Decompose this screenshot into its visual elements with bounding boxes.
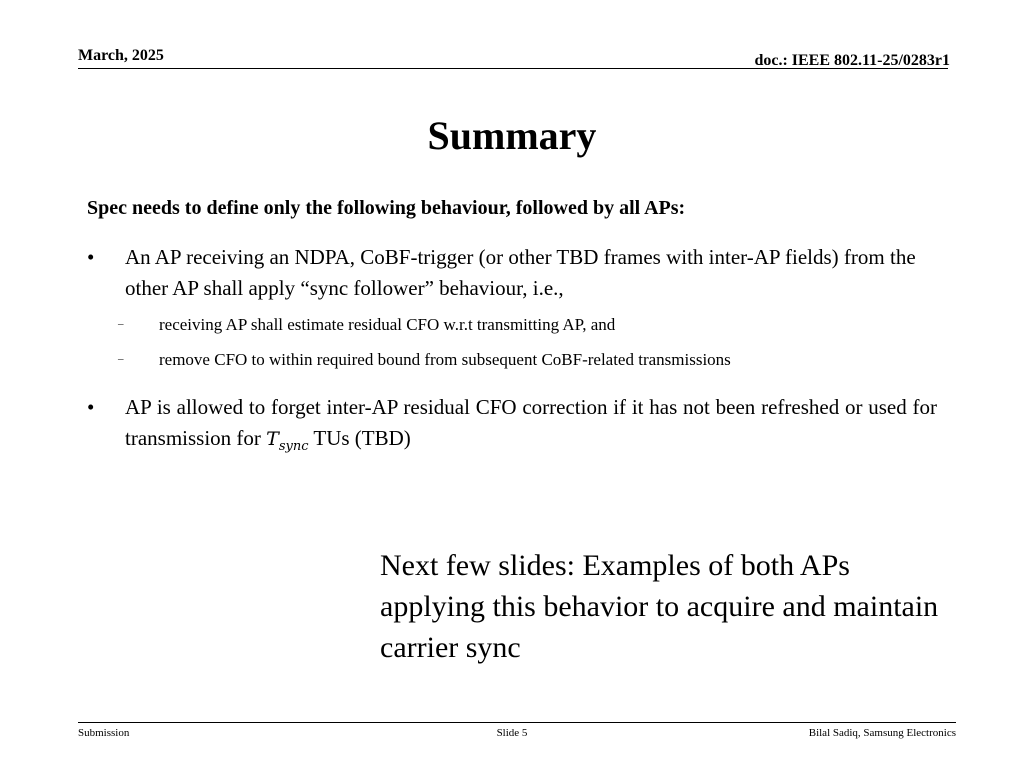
sub-item-text: receiving AP shall estimate residual CFO w.r.t transmitting AP, and — [159, 315, 616, 334]
bullet-text-after: TUs (TBD) — [308, 426, 411, 450]
sub-item-remove-cfo — [118, 350, 731, 370]
bullet-text: An AP receiving an NDPA, CoBF-trigger (or other TBD frames with inter-AP fields) from the other AP shall apply “sync follower” behaviour, i.e., — [125, 245, 916, 300]
footer-submission: Submission — [78, 727, 130, 739]
bullet-text-before: AP is allowed to forget inter-AP residual CFO correction if it has not been refreshed or used for transmission for — [125, 395, 937, 450]
slide-title: Summary — [427, 113, 597, 158]
bullet-item-forget-correction — [87, 392, 937, 462]
header-divider — [78, 68, 948, 69]
bullet-item-sync-follower — [87, 242, 937, 304]
math-base: T — [266, 428, 279, 450]
next-slides-note: Next few slides: Examples of both APs applying this behavior to acquire and maintain carrier sync — [380, 549, 939, 664]
header-date: March, 2025 — [78, 47, 164, 64]
sub-item-estimate-cfo — [118, 315, 615, 335]
bullet-text — [125, 392, 937, 462]
dash-marker: – — [118, 353, 124, 365]
footer-author: Bilal Sadiq, Samsung Electronics — [808, 727, 956, 739]
header-doc-id: doc.: IEEE 802.11-25/0283r1 — [754, 52, 950, 69]
footer-slide-number: Slide 5 — [496, 727, 528, 739]
bullet-marker: • — [87, 395, 95, 419]
t-sync-symbol — [266, 428, 309, 454]
intro-statement: Spec needs to define only the following behaviour, followed by all APs: — [87, 197, 686, 219]
footer-divider — [78, 722, 956, 723]
dash-marker: – — [118, 318, 124, 330]
bullet-marker: • — [87, 245, 95, 269]
math-subscript: sync — [278, 438, 309, 454]
sub-item-text: remove CFO to within required bound from subsequent CoBF-related transmissions — [159, 350, 731, 369]
